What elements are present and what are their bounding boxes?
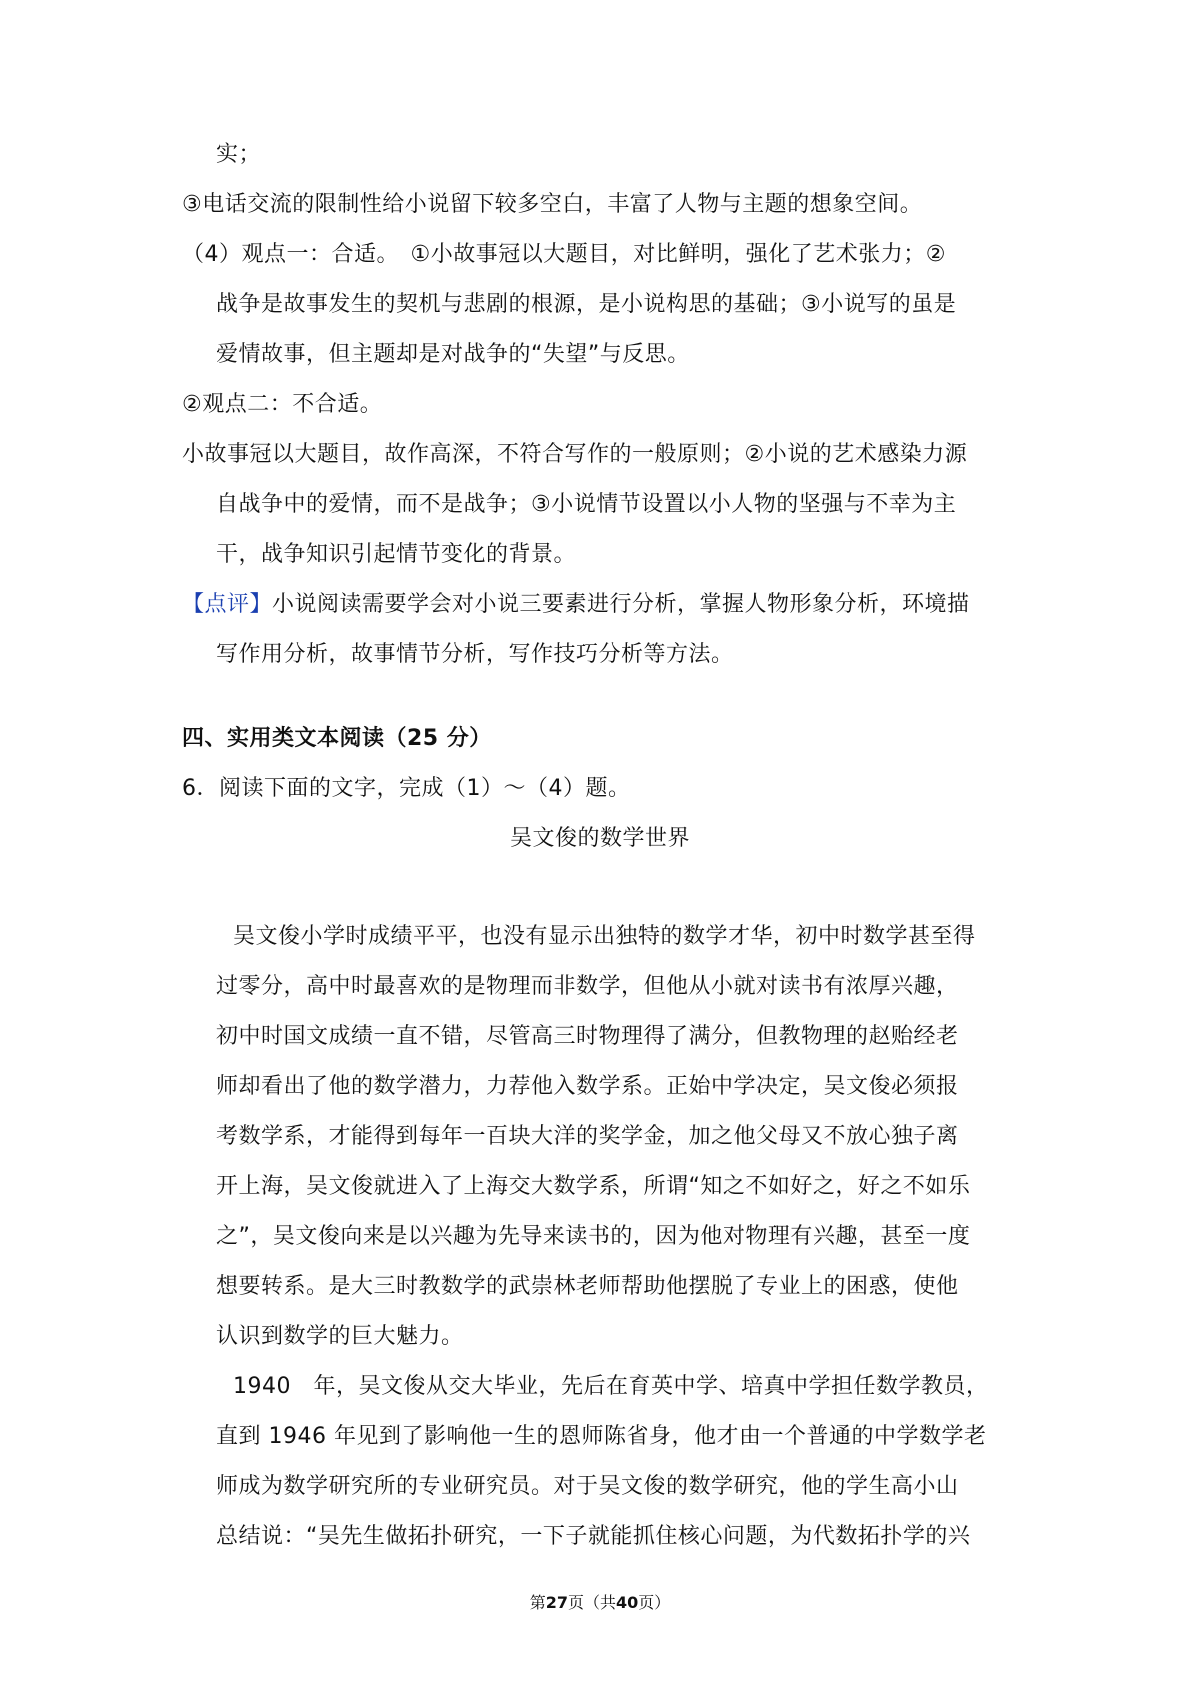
paragraph-line: 直到 1946 年见到了影响他一生的恩师陈省身，他才由一个普通的中学数学老: [216, 1424, 987, 1449]
answer-line: （4）观点一：合适。 ①小故事冠以大题目，对比鲜明，强化了艺术张力；②: [182, 242, 946, 267]
comment-line: [182, 590, 970, 620]
answer-line: ②观点二：不合适。: [182, 392, 383, 417]
answer-line: 小故事冠以大题目，故作高深，不符合写作的一般原则；②小说的艺术感染力源: [182, 442, 968, 467]
paragraph-line: 总结说：“吴先生做拓扑研究，一下子就能抓住核心问题，为代数拓扑学的兴: [216, 1524, 971, 1549]
paragraph-line: 考数学系，才能得到每年一百块大洋的奖学金，加之他父母又不放心独子离: [216, 1124, 959, 1149]
page-number: 27: [545, 1593, 568, 1612]
page-total: 40: [616, 1593, 639, 1612]
paragraph-line: 1940 年，吴文俊从交大毕业，先后在育英中学、培真中学担任数学教员，: [233, 1374, 989, 1399]
answer-line: 战争是故事发生的契机与悲剧的根源，是小说构思的基础；③小说写的虽是: [216, 292, 957, 317]
answer-line: 实；: [216, 142, 262, 167]
comment-text: 小说阅读需要学会对小说三要素进行分析，掌握人物形象分析，环境描: [272, 592, 970, 617]
paragraph-line: 之”，吴文俊向来是以兴趣为先导来读书的，因为他对物理有兴趣，甚至一度: [216, 1224, 971, 1249]
comment-label: 【点评】: [182, 592, 273, 617]
footer-mid: 页（共: [567, 1593, 616, 1612]
paragraph-line: 想要转系。是大三时教数学的武崇林老师帮助他摆脱了专业上的困惑，使他: [216, 1274, 959, 1299]
paragraph-line: 师成为数学研究所的专业研究员。对于吴文俊的数学研究，他的学生高小山: [216, 1474, 959, 1499]
answer-line: 干，战争知识引起情节变化的背景。: [216, 542, 577, 567]
footer-prefix: 第: [529, 1593, 546, 1612]
comment-line: 写作用分析，故事情节分析，写作技巧分析等方法。: [216, 642, 734, 667]
paragraph-line: 开上海，吴文俊就进入了上海交大数学系，所谓“知之不如好之，好之不如乐: [216, 1174, 971, 1199]
paragraph-line: 初中时国文成绩一直不错，尽管高三时物理得了满分，但教物理的赵贻经老: [216, 1024, 959, 1049]
footer-suffix: 页）: [638, 1593, 671, 1612]
answer-line: ③电话交流的限制性给小说留下较多空白，丰富了人物与主题的想象空间。: [182, 192, 923, 217]
question-prompt: 6．阅读下面的文字，完成（1）～（4）题。: [182, 776, 631, 801]
paragraph-line: 师却看出了他的数学潜力，力荐他入数学系。正始中学决定，吴文俊必须报: [216, 1074, 959, 1099]
article-title: 吴文俊的数学世界: [509, 826, 690, 851]
paragraph-line: 认识到数学的巨大魅力。: [216, 1324, 464, 1349]
answer-line: 爱情故事，但主题却是对战争的“失望”与反思。: [216, 342, 690, 367]
answer-line: 自战争中的爱情，而不是战争；③小说情节设置以小人物的坚强与不幸为主: [216, 492, 957, 517]
paragraph-line: 吴文俊小学时成绩平平，也没有显示出独特的数学才华，初中时数学甚至得: [233, 924, 976, 949]
paragraph-line: 过零分，高中时最喜欢的是物理而非数学，但他从小就对读书有浓厚兴趣，: [216, 974, 959, 999]
section-heading: 四、实用类文本阅读（25 分）: [182, 726, 492, 751]
page-footer: [0, 1592, 1200, 1614]
